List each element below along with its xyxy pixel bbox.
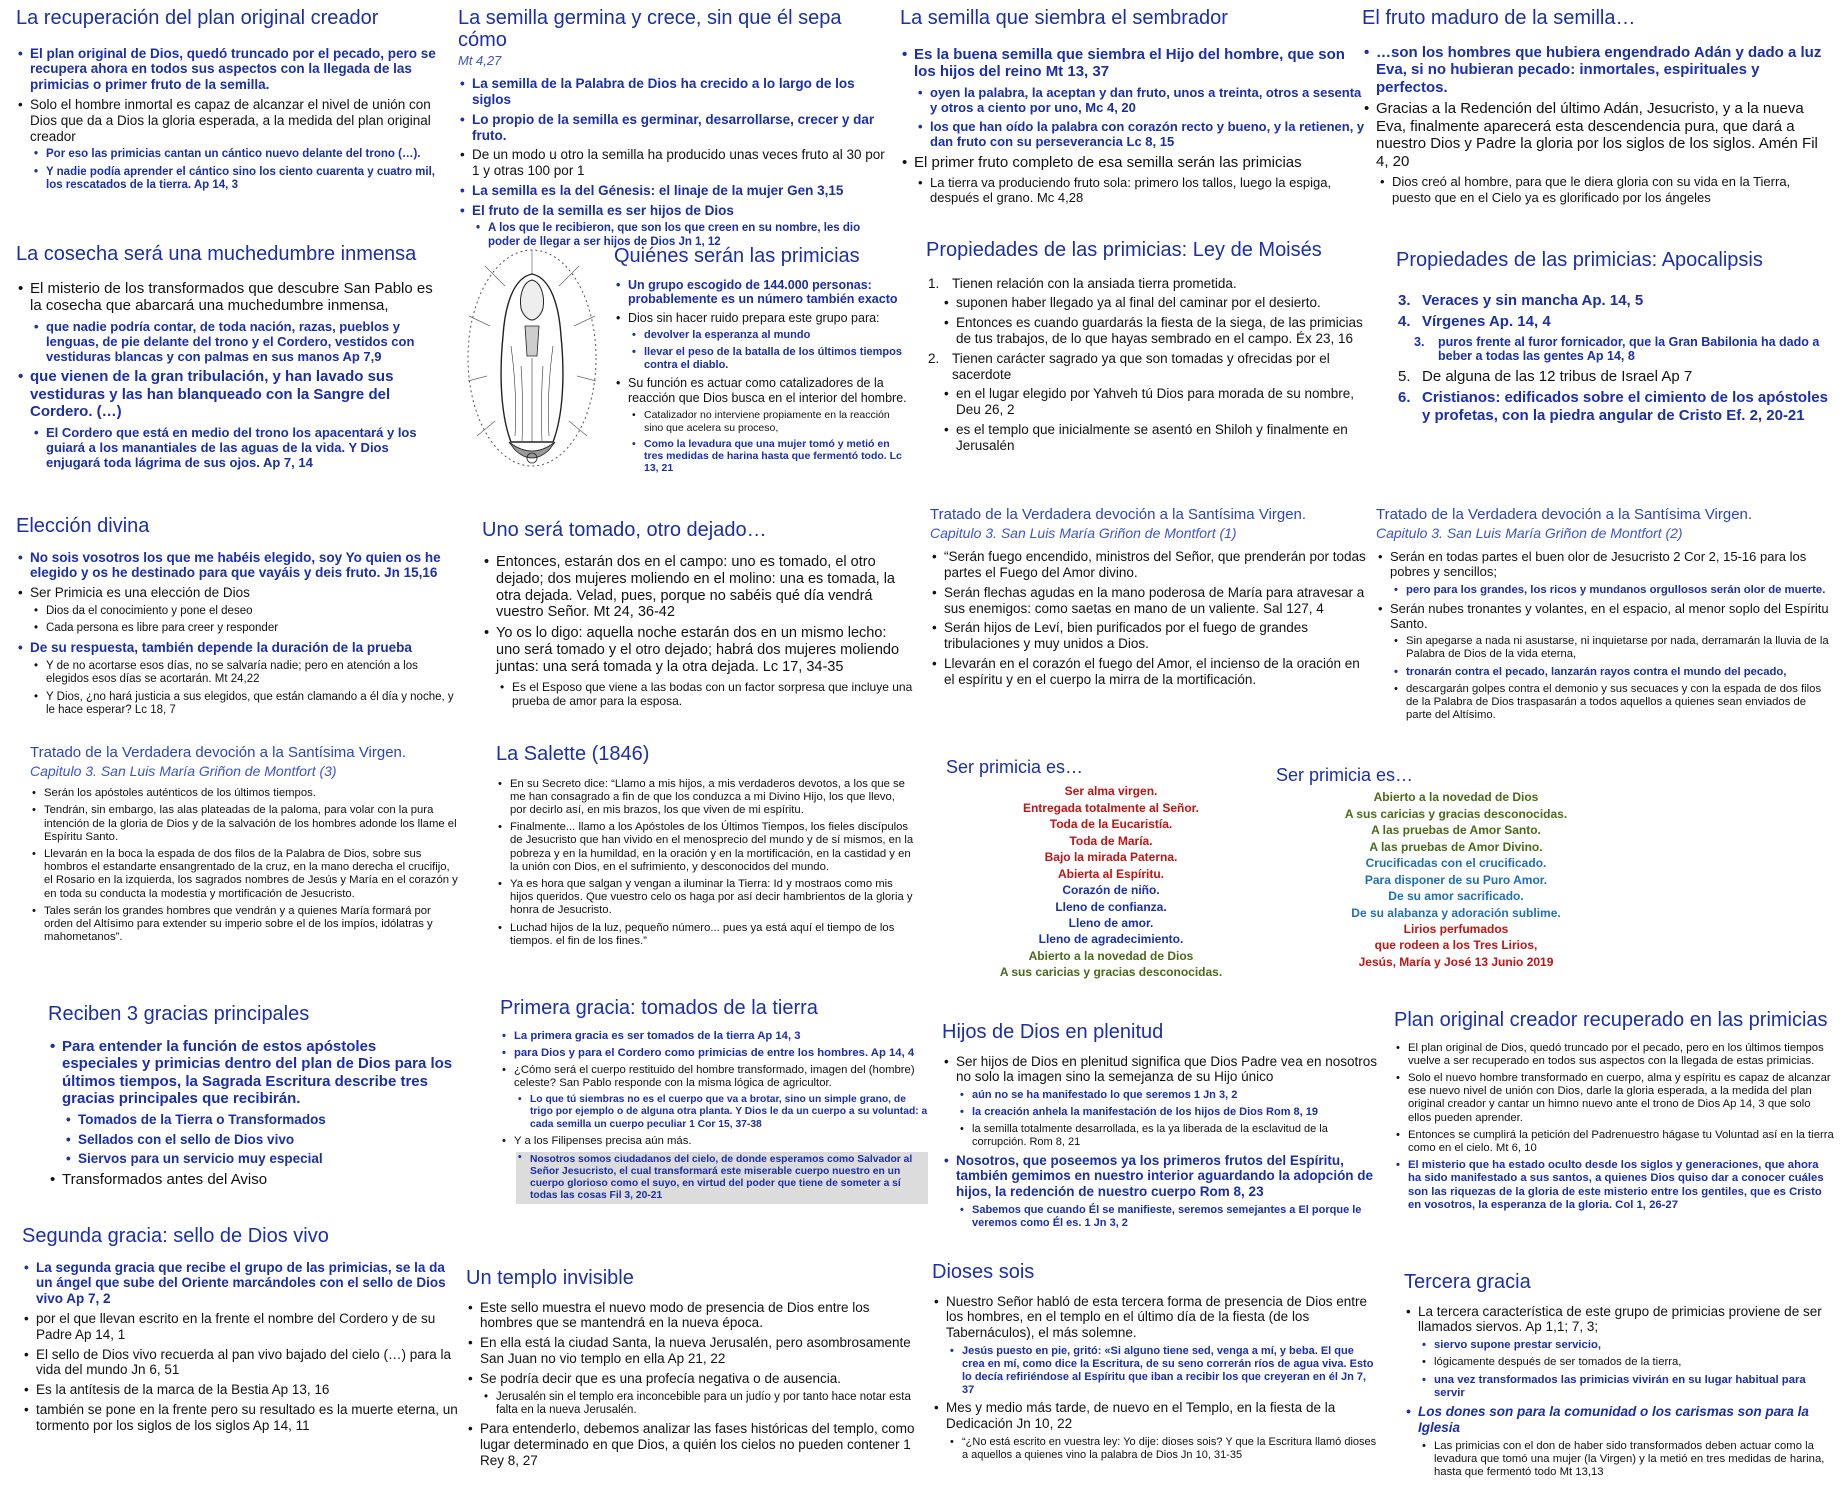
item: • Las primicias con el don de haber sido transformados deben actuar como la levadura que tomó una mujer (la Virgen) y la metió en tres medidas de harina, hasta que fermentó todo Mt 13,13 bbox=[1420, 1440, 1832, 1480]
item: • Ya es hora que salgan y vengan a iluminar la Tierra: Id y mostraos como mis hijos queridos. Que vuestro celo os haga por así decir hambrientos de la gloria y honra de Jesucristo. bbox=[496, 878, 914, 918]
item: • “Serán fuego encendido, ministros del Señor, que prenderán por todas partes el Fuego del Amor divino. bbox=[930, 549, 1370, 581]
line: que rodeen a los Tres Lirios, bbox=[1374, 938, 1538, 953]
item: • una vez transformados las primicias vivirán en su lugar habitual para servir bbox=[1420, 1374, 1832, 1400]
item: • Y nadie podía aprender el cántico sino los ciento cuarenta y cuatro mil, los rescatados de la tierra. Ap 14, 3 bbox=[32, 166, 446, 193]
item: • El fruto de la semilla es ser hijos de Dios bbox=[458, 203, 890, 219]
item: • Tomados de la Tierra o Transformados bbox=[64, 1112, 456, 1128]
item: • Los dones son para la comunidad o los carismas son para la Iglesia bbox=[1404, 1404, 1832, 1436]
item: • aún no se ha manifestado lo que seremos 1 Jn 3, 2 bbox=[958, 1089, 1380, 1102]
line: De su amor sacrificado. bbox=[1388, 889, 1524, 904]
card-plan-recuperado bbox=[1394, 1010, 1834, 1270]
card-ser-primicia-1 bbox=[946, 758, 1326, 1018]
title-quienes-primicias: Quiénes serán las primicias bbox=[614, 245, 860, 267]
title-ser-primicia-1: Ser primicia es… bbox=[946, 757, 1084, 777]
item: • Sin apegarse a nada ni asustarse, ni inquietarse por nada, derramarán la lluvia de la Palabra de Dios de la vida eterna, bbox=[1392, 635, 1832, 661]
item: • Es el Esposo que viene a las bodas con un factor sorpresa que incluye una prueba de amor para la esposa. bbox=[498, 680, 914, 708]
item: • El sello de Dios vivo recuerda al pan vivo bajado del cielo (…) para la vida del mundo Jn 6, 51 bbox=[22, 1347, 458, 1379]
title-tratado-1: Tratado de la Verdadera devoción a la Santísima Virgen. bbox=[930, 506, 1307, 523]
item: • De su respuesta, también depende la duración de la prueba bbox=[16, 640, 456, 656]
item: • Serán hijos de Leví, bien purificados por el fuego de grandes tribulaciones y muy unidos a Dios. bbox=[930, 620, 1370, 652]
ref-germina: Mt 4,27 bbox=[458, 53, 502, 69]
line: A las pruebas de Amor Santo. bbox=[1371, 823, 1541, 838]
line: A las pruebas de Amor Divino. bbox=[1369, 839, 1543, 854]
card-templo bbox=[466, 1268, 920, 1478]
card-tratado-2 bbox=[1376, 506, 1832, 756]
item: • Un grupo escogido de 144.000 personas: probablemente es un número también exacto bbox=[614, 278, 910, 307]
item: • Por eso las primicias cantan un cántico nuevo delante del trono (…). bbox=[32, 148, 446, 161]
line: Corazón de niño. bbox=[1062, 883, 1160, 898]
line: Abierta al Espíritu. bbox=[1057, 866, 1165, 881]
item: • Jesús puesto en pie, gritó: «Si alguno tiene sed, venga a mí, y beba. El que crea en mí, como dice la Escritura, de su seno correrán ríos de agua viva. Esto lo decía refiriéndose al Espíritu que iban a recibir los que creyeran en él Jn 7, 37 bbox=[948, 1345, 1378, 1396]
item: • siervo supone prestar servicio, bbox=[1420, 1339, 1832, 1352]
item: • Tendrán, sin embargo, las alas plateadas de la paloma, para volar con la pura intención de la gloria de Dios y de la salvación de los hombres adonde los llame el Espíritu Santo. bbox=[30, 804, 458, 844]
item: 3. puros frente al furor fornicador, que la Gran Babilonia ha dado a beber a todas las gentes Ap 14, 8 bbox=[1412, 335, 1832, 364]
card-hijos-de-dios bbox=[942, 1022, 1380, 1258]
line: Toda de la Eucaristía. bbox=[1049, 817, 1173, 832]
line: Crucificadas con el crucificado. bbox=[1365, 856, 1547, 871]
item: • suponen haber llegado ya al final del caminar por el desierto. bbox=[942, 295, 1374, 311]
item: • Solo el nuevo hombre transformado en cuerpo, alma y espíritu es capaz de alcanzar ese nuevo nivel de unión con Dios, darle la gloria esperada, a la medida del plan original creador y cantar un himno nuevo ante el trono de Dios Ap 14, 3 que solo ellos pueden aprender. bbox=[1394, 1072, 1834, 1125]
item: • Gracias a la Redención del último Adán, Jesucristo, y a la nueva Eva, finalmente aparecerá esta descendencia pura, que dará a nuestro Dios y Padre la gloria por los siglos de los siglos. Amén Fil 4, 20 bbox=[1362, 100, 1832, 170]
item: • Este sello muestra el nuevo modo de presencia de Dios entre los hombres que se mantendrá en la nueva época. bbox=[466, 1300, 920, 1332]
item: • Sabemos que cuando Él se manifieste, seremos semejantes a El porque le veremos como Él es. 1 Jn 3, 2 bbox=[958, 1204, 1380, 1230]
line: Bajo la mirada Paterna. bbox=[1044, 850, 1178, 865]
virgin-of-guadalupe-engraving bbox=[465, 246, 600, 470]
item: • …son los hombres que hubiera engendrado Adán y dado a luz Eva, si no hubieran pecado: inmortales, espirituales y perfectos. bbox=[1362, 44, 1832, 97]
title-ser-primicia-2: Ser primicia es… bbox=[1276, 765, 1414, 785]
title-sembrador: La semilla que siembra el sembrador bbox=[900, 7, 1228, 29]
line: De su alabanza y adoración sublime. bbox=[1351, 905, 1561, 920]
item: • Se podría decir que es una profecía negativa o de ausencia. bbox=[466, 1371, 920, 1387]
line: Lleno de confianza. bbox=[1055, 899, 1167, 914]
title-tomado: Uno será tomado, otro dejado… bbox=[482, 519, 767, 541]
title-segunda-gracia: Segunda gracia: sello de Dios vivo bbox=[22, 1225, 329, 1247]
item: • Nosotros somos ciudadanos del cielo, de donde esperamos como Salvador al Señor Jesucristo, el cual transformará este miserable cuerpo nuestro en un cuerpo glorioso como el suyo, en virtud del poder que tiene de someter a sí todas las cosas Fil 3, 20-21 bbox=[516, 1152, 928, 1204]
card-primera-gracia bbox=[500, 998, 928, 1256]
line: Entregada totalmente al Señor. bbox=[1022, 800, 1200, 815]
item: • Lo que tú siembras no es el cuerpo que va a brotar, sino un simple grano, de trigo por ejemplo o de alguna otra planta. Y Dios le da un cuerpo a su voluntad: a cada semilla un cuerpo peculiar 1 Cor 15, 37-38 bbox=[516, 1094, 928, 1130]
item: • Solo el hombre inmortal es capaz de alcanzar el nivel de unión con Dios que da a Dios la gloria esperada, a la medida del plan original creador bbox=[16, 97, 446, 144]
card-sembrador bbox=[900, 8, 1370, 236]
card-cosecha bbox=[16, 244, 446, 494]
item: • El misterio que ha estado oculto desde los siglos y generaciones, que ahora ha sido manifestado a sus santos, a quienes Dios quiso dar a conocer cuáles son las riquezas de la gloria de este misterio entre los gentiles, que es Cristo en vosotros, la esperanza de la gloria. Col 1, 26-27 bbox=[1394, 1159, 1834, 1212]
item: • devolver la esperanza al mundo bbox=[630, 329, 910, 342]
subtitle-tratado-1: Capitulo 3. San Luis María Griñon de Montfort (1) bbox=[930, 525, 1237, 542]
item: • La primera gracia es ser tomados de la tierra Ap 14, 3 bbox=[500, 1030, 928, 1043]
item: • Dios da el conocimiento y pone el deseo bbox=[32, 605, 456, 618]
item: • Entonces, estarán dos en el campo: uno es tomado, el otro dejado; dos mujeres moliendo en el molino: una es tomada, la otra dejada. Velad, pues, porque no sabéis qué día vendrá vuestro Señor. Mt 24, 36-42 bbox=[482, 554, 914, 622]
item: • En su Secreto dice: “Llamo a mis hijos, a mis verdaderos devotos, a los que se me han consagrado a fin de que los conduzca a mi Divino Hijo, los que llevo, por decirlo así, en mis brazos, los que viven de mi espíritu. bbox=[496, 778, 914, 818]
subtitle-tratado-3: Capitulo 3. San Luis María Griñon de Montfort (3) bbox=[30, 763, 337, 780]
item: • El Cordero que está en medio del trono los apacentará y los guiará a los manantiales de las aguas de la vida. Y Dios enjugará toda lágrima de sus ojos. Ap 7, 14 bbox=[32, 425, 446, 471]
item: • lógicamente después de ser tomados de la tierra, bbox=[1420, 1356, 1832, 1369]
title-tercera-gracia: Tercera gracia bbox=[1404, 1271, 1531, 1293]
item: • Serán flechas agudas en la mano poderosa de María para atravesar a sus enemigos: como saetas en mano de un valiente. Sal 127, 4 bbox=[930, 585, 1370, 617]
item: • El misterio de los transformados que descubre San Pablo es la cosecha que abarcará una muchedumbre inmensa, bbox=[16, 280, 446, 315]
item: • ¿Cómo será el cuerpo restituido del hombre transformado, imagen del (hombre) celeste? San Pablo responde con la misma lógica de agricultor. bbox=[500, 1064, 928, 1090]
item: • En ella está la ciudad Santa, la nueva Jerusalén, pero asombrosamente San Juan no vio templo en ella Ap 21, 22 bbox=[466, 1335, 920, 1367]
item: • La segunda gracia que recibe el grupo de las primicias, se la da un ángel que sube del Oriente marcándoles con el sello de Dios vivo Ap 7, 2 bbox=[22, 1260, 458, 1307]
item: • La semilla es la del Génesis: el linaje de la mujer Gen 3,15 bbox=[458, 183, 890, 199]
item: • Y de no acortarse esos días, no se salvaría nadie; pero en atención a los elegidos esos días se acortarán. Mt 24,22 bbox=[32, 660, 456, 687]
item: • por el que llevan escrito en la frente el nombre del Cordero y de su Padre Ap 14, 1 bbox=[22, 1311, 458, 1343]
item: • pero para los grandes, los ricos y mundanos orgullosos serán olor de muerte. bbox=[1392, 584, 1832, 597]
item: 2. Tienen carácter sagrado ya que son tomadas y ofrecidas por el sacerdote bbox=[926, 351, 1374, 383]
item: • Cada persona es libre para creer y responder bbox=[32, 622, 456, 635]
item: • tronarán contra el pecado, lanzarán rayos contra el mundo del pecado, bbox=[1392, 666, 1832, 679]
title-tratado-2: Tratado de la Verdadera devoción a la Santísima Virgen. bbox=[1376, 506, 1753, 523]
item: • Y Dios, ¿no hará justicia a sus elegidos, que están clamando a él día y noche, y le hace esperar? Lc 18, 7 bbox=[32, 691, 456, 718]
item: • llevar el peso de la batalla de los últimos tiempos contra el diablo. bbox=[630, 346, 910, 372]
item: • oyen la palabra, la aceptan y dan fruto, unos a treinta, otros a sesenta y otros a ciento por uno, Mc 4, 20 bbox=[916, 85, 1370, 115]
line: Lirios perfumados bbox=[1403, 921, 1509, 936]
item: • Yo os lo digo: aquella noche estarán dos en un mismo lecho: uno será tomado y el otro dejado; habrá dos mujeres moliendo juntas: una será tomada y la otra dejada. Lc 17, 34-35 bbox=[482, 625, 914, 676]
title-eleccion: Elección divina bbox=[16, 515, 150, 537]
item: • La semilla de la Palabra de Dios ha crecido a lo largo de los siglos bbox=[458, 76, 890, 108]
item: • Jerusalén sin el templo era inconcebible para un judío y por tanto hace notar esta falta en la nueva Jerusalén. bbox=[482, 1391, 920, 1418]
item: • No sois vosotros los que me habéis elegido, soy Yo quien os he elegido y os he destinado para que vayáis y deis fruto. Jn 15,16 bbox=[16, 550, 456, 582]
line: Jesús, María y José 13 Junio 2019 bbox=[1358, 954, 1554, 969]
line: A sus caricias y gracias desconocidas. bbox=[999, 965, 1223, 980]
item: • Tales serán los grandes hombres que vendrán y a quienes María formará por orden del Altísimo para extender su imperio sobre el de los impíos, idólatras y mahometanos”. bbox=[30, 905, 458, 945]
item: • Serán en todas partes el buen olor de Jesucristo 2 Cor 2, 15-16 para los pobres y sencillos; bbox=[1376, 549, 1832, 579]
item: • Nuestro Señor habló de esta tercera forma de presencia de Dios entre los hombres, en el templo en el último día de la fiesta (de los Tabernáculos), el más solemne. bbox=[932, 1294, 1378, 1341]
title-recuperacion: La recuperación del plan original creador bbox=[16, 7, 379, 29]
item: • Para entender la función de estos apóstoles especiales y primicias dentro del plan de Dios para los últimos tiempos, la Sagrada Escritura describe tres gracias principales que recibirán. bbox=[48, 1038, 456, 1108]
item: • Serán los apóstoles auténticos de los últimos tiempos. bbox=[30, 787, 458, 800]
item: • la creación anhela la manifestación de los hijos de Dios Rom 8, 19 bbox=[958, 1106, 1380, 1119]
item: • El primer fruto completo de esa semilla serán las primicias bbox=[900, 154, 1370, 172]
line: Para disponer de su Puro Amor. bbox=[1364, 872, 1548, 887]
item: • El plan original de Dios, quedó truncado por el pecado, pero se recupera ahora en todos sus aspectos con la llegada de las primicias o primer fruto de la semilla. bbox=[16, 46, 446, 93]
item: • que vienen de la gran tribulación, y han lavado sus vestiduras y las han blanqueado con la Sangre del Cordero. (…) bbox=[16, 368, 446, 421]
card-recuperacion bbox=[16, 8, 446, 243]
item: • Como la levadura que una mujer tomó y metió en tres medidas de harina hasta que fermentó todo. Lc 13, 21 bbox=[630, 438, 910, 475]
item: • descargarán golpes contra el demonio y sus secuaces y con la espada de dos filos de la Palabra de Dios traspasarán a todos aquellos a quienes sean enviados de parte del Altísimo. bbox=[1392, 683, 1832, 723]
title-ley-moises: Propiedades de las primicias: Ley de Moisés bbox=[926, 239, 1322, 261]
item: • Entonces es cuando guardarás la fiesta de la siega, de las primicias de tus trabajos, de lo que hayas sembrado en el campo. Éx 23, 16 bbox=[942, 315, 1374, 347]
title-gracias: Reciben 3 gracias principales bbox=[48, 1003, 310, 1025]
item: • De un modo u otro la semilla ha producido unas veces fruto al 30 por 1 y otras 100 por 1 bbox=[458, 147, 890, 179]
card-apocalipsis bbox=[1396, 250, 1832, 476]
item: • “¿No está escrito en vuestra ley: Yo dije: dioses sois? Y que la Escritura llamó dioses a aquellos a quienes vino la palabra de Dios Jn 10, 31-35 bbox=[948, 1436, 1378, 1462]
item: • Siervos para un servicio muy especial bbox=[64, 1151, 456, 1167]
card-germina bbox=[458, 7, 890, 248]
item: • Mes y medio más tarde, de nuevo en el Templo, en la fiesta de la Dedicación Jn 10, 22 bbox=[932, 1400, 1378, 1432]
title-plan-recuperado: Plan original creador recuperado en las primicias bbox=[1394, 1009, 1828, 1031]
card-eleccion bbox=[16, 516, 456, 739]
item: • A los que le recibieron, que son los que creen en su nombre, les dio poder de llegar a ser hijos de Dios Jn 1, 12 bbox=[474, 222, 890, 249]
card-ser-primicia-2 bbox=[1276, 766, 1656, 1006]
title-salette: La Salette (1846) bbox=[496, 743, 650, 765]
item: • Ser Primicia es una elección de Dios bbox=[16, 585, 456, 601]
card-tratado-3 bbox=[30, 744, 458, 986]
item: • Es la antítesis de la marca de la Bestia Ap 13, 16 bbox=[22, 1382, 458, 1398]
item: 3. Veraces y sin mancha Ap. 14, 5 bbox=[1396, 292, 1832, 310]
line: Abierto a la novedad de Dios bbox=[1028, 948, 1194, 963]
item: • es el templo que inicialmente se asentó en Shiloh y finalmente en Jerusalén bbox=[942, 422, 1374, 454]
card-fruto-maduro bbox=[1362, 8, 1832, 246]
item: • Para entenderlo, debemos analizar las fases históricas del templo, como lugar determinado en que Dios, a quién los cielos no pueden contener 1 Rey 8, 27 bbox=[466, 1421, 920, 1468]
card-tercera-gracia bbox=[1404, 1272, 1832, 1494]
item: • Catalizador no interviene propiamente en la reacción sino que acelera su proceso, bbox=[630, 409, 910, 434]
item: • Lo propio de la semilla es germinar, desarrollarse, crecer y dar fruto. bbox=[458, 112, 890, 144]
item: 1. Tienen relación con la ansiada tierra prometida. bbox=[926, 276, 1374, 292]
card-ley-moises bbox=[926, 240, 1374, 490]
item: 5. De alguna de las 12 tribus de Israel Ap 7 bbox=[1396, 368, 1832, 386]
title-cosecha: La cosecha será una muchedumbre inmensa bbox=[16, 243, 417, 265]
subtitle-tratado-2: Capitulo 3. San Luis María Griñon de Montfort (2) bbox=[1376, 525, 1683, 542]
item: • Llevarán en la boca la espada de dos filos de la Palabra de Dios, sobre sus hombros el estandarte ensangrentado de la cruz, en la mano derecha el crucifijo, el Rosario en la izquierda, los sagrados nombres de Jesús y María en el corazón y en toda su conducta la modestia y mortificación de Jesucristo. bbox=[30, 848, 458, 901]
item: • que nadie podría contar, de toda nación, razas, pueblos y lenguas, de pie delante del trono y el Cordero, vestidos con vestiduras blancas y con palmas en sus manos Ap 7,9 bbox=[32, 319, 446, 365]
item: • los que han oído la palabra con corazón recto y bueno, y la retienen, y dan fruto con su perseverancia Lc 8, 15 bbox=[916, 119, 1370, 149]
item: • Nosotros, que poseemos ya los primeros frutos del Espíritu, también gemimos en nuestro interior aguardando la adopción de hijos, la redención de nuestro cuerpo Rom 8, 23 bbox=[942, 1153, 1380, 1200]
title-templo: Un templo invisible bbox=[466, 1267, 634, 1289]
card-dioses-sois bbox=[932, 1262, 1378, 1492]
item: • Entonces se cumplirá la petición del Padrenuestro hágase tu Voluntad así en la tierra como en el cielo. Mt 6, 10 bbox=[1394, 1129, 1834, 1155]
title-dioses-sois: Dioses sois bbox=[932, 1261, 1035, 1283]
title-apocalipsis: Propiedades de las primicias: Apocalipsis bbox=[1396, 249, 1763, 271]
card-quienes-primicias bbox=[614, 246, 910, 492]
title-primera-gracia: Primera gracia: tomados de la tierra bbox=[500, 997, 818, 1019]
line: Toda de María. bbox=[1069, 833, 1153, 848]
card-salette bbox=[496, 744, 914, 992]
item: • la semilla totalmente desarrollada, es la ya liberada de la esclavitud de la corrupción. Rom 8, 21 bbox=[958, 1123, 1380, 1149]
title-tratado-3: Tratado de la Verdadera devoción a la Santísima Virgen. bbox=[30, 744, 407, 761]
title-germina: La semilla germina y crece, sin que él sepa cómo bbox=[458, 7, 842, 51]
item: • Finalmente... llamo a los Apóstoles de los Últimos Tiempos, los fieles discípulos de Jesucristo que han vivido en el menosprecio del mundo y de sí mismos, en la pobreza y en la humildad, en la oración y en la mortificación, en la castidad y en la unión con Dios, en el sufrimiento, y desconocidos del mundo. bbox=[496, 821, 914, 874]
item: • Dios sin hacer ruido prepara este grupo para: bbox=[614, 311, 910, 326]
item: • Sellados con el sello de Dios vivo bbox=[64, 1132, 456, 1148]
item: 4. Vírgenes Ap. 14, 4 bbox=[1396, 313, 1832, 331]
card-gracias bbox=[48, 1004, 456, 1214]
item: • La tercera característica de este grupo de primicias proviene de ser llamados siervos. Ap 1,1; 7, 3; bbox=[1404, 1304, 1832, 1336]
item: • Ser hijos de Dios en plenitud significa que Dios Padre vea en nosotros no solo la imagen sino la semejanza de su Hijo único bbox=[942, 1054, 1380, 1086]
item: • Es la buena semilla que siembra el Hijo del hombre, que son los hijos del reino Mt 13, 37 bbox=[900, 46, 1370, 81]
item: • Serán nubes tronantes y volantes, en el espacio, al menor soplo del Espíritu Santo. bbox=[1376, 601, 1832, 631]
line: A sus caricias y gracias desconocidas. bbox=[1344, 806, 1568, 821]
card-tratado-1 bbox=[930, 506, 1370, 746]
item: • también se pone en la frente pero su resultado es la muerte eterna, un tormento por los siglos de los siglos Ap 14, 11 bbox=[22, 1402, 458, 1434]
line: Ser alma virgen. bbox=[1064, 784, 1158, 799]
title-fruto-maduro: El fruto maduro de la semilla… bbox=[1362, 7, 1636, 29]
line: Lleno de amor. bbox=[1068, 915, 1154, 930]
line: Abierto a la novedad de Dios bbox=[1373, 790, 1539, 805]
card-tomado bbox=[482, 520, 914, 742]
item: • Transformados antes del Aviso bbox=[48, 1171, 456, 1189]
title-hijos-de-dios: Hijos de Dios en plenitud bbox=[942, 1021, 1164, 1043]
item: 6. Cristianos: edificados sobre el cimiento de los apóstoles y profetas, con la piedra angular de Cristo Ef. 2, 20-21 bbox=[1396, 389, 1832, 424]
item: • Dios creó al hombre, para que le diera gloria con su vida en la Tierra, puesto que en el Cielo ya es glorificado por los ángeles bbox=[1378, 174, 1832, 204]
item: • Luchad hijos de la luz, pequeño número... pues ya está aquí el tiempo de los tiempos. el fin de los fines.” bbox=[496, 922, 914, 948]
card-segunda-gracia bbox=[22, 1226, 458, 1478]
item: • Y a los Filipenses precisa aún más. bbox=[500, 1135, 928, 1148]
item: • El plan original de Dios, quedó truncado por el pecado, pero en los últimos tiempos vuelve a ser recuperado en todos sus aspectos con la llegada de estas primicias. bbox=[1394, 1042, 1834, 1068]
item: • para Dios y para el Cordero como primicias de entre los hombres. Ap 14, 4 bbox=[500, 1047, 928, 1060]
item: • Su función es actuar como catalizadores de la reacción que Dios busca en el interior del hombre. bbox=[614, 376, 910, 405]
item: • La tierra va produciendo fruto sola: primero los tallos, luego la espiga, después el grano. Mc 4,28 bbox=[916, 175, 1370, 205]
line: Lleno de agradecimiento. bbox=[1038, 932, 1184, 947]
item: • Llevarán en el corazón el fuego del Amor, el incienso de la oración en el espíritu y en el cuerpo la mirra de la mortificación. bbox=[930, 656, 1370, 688]
item: • en el lugar elegido por Yahveh tú Dios para morada de su nombre, Deu 26, 2 bbox=[942, 386, 1374, 418]
